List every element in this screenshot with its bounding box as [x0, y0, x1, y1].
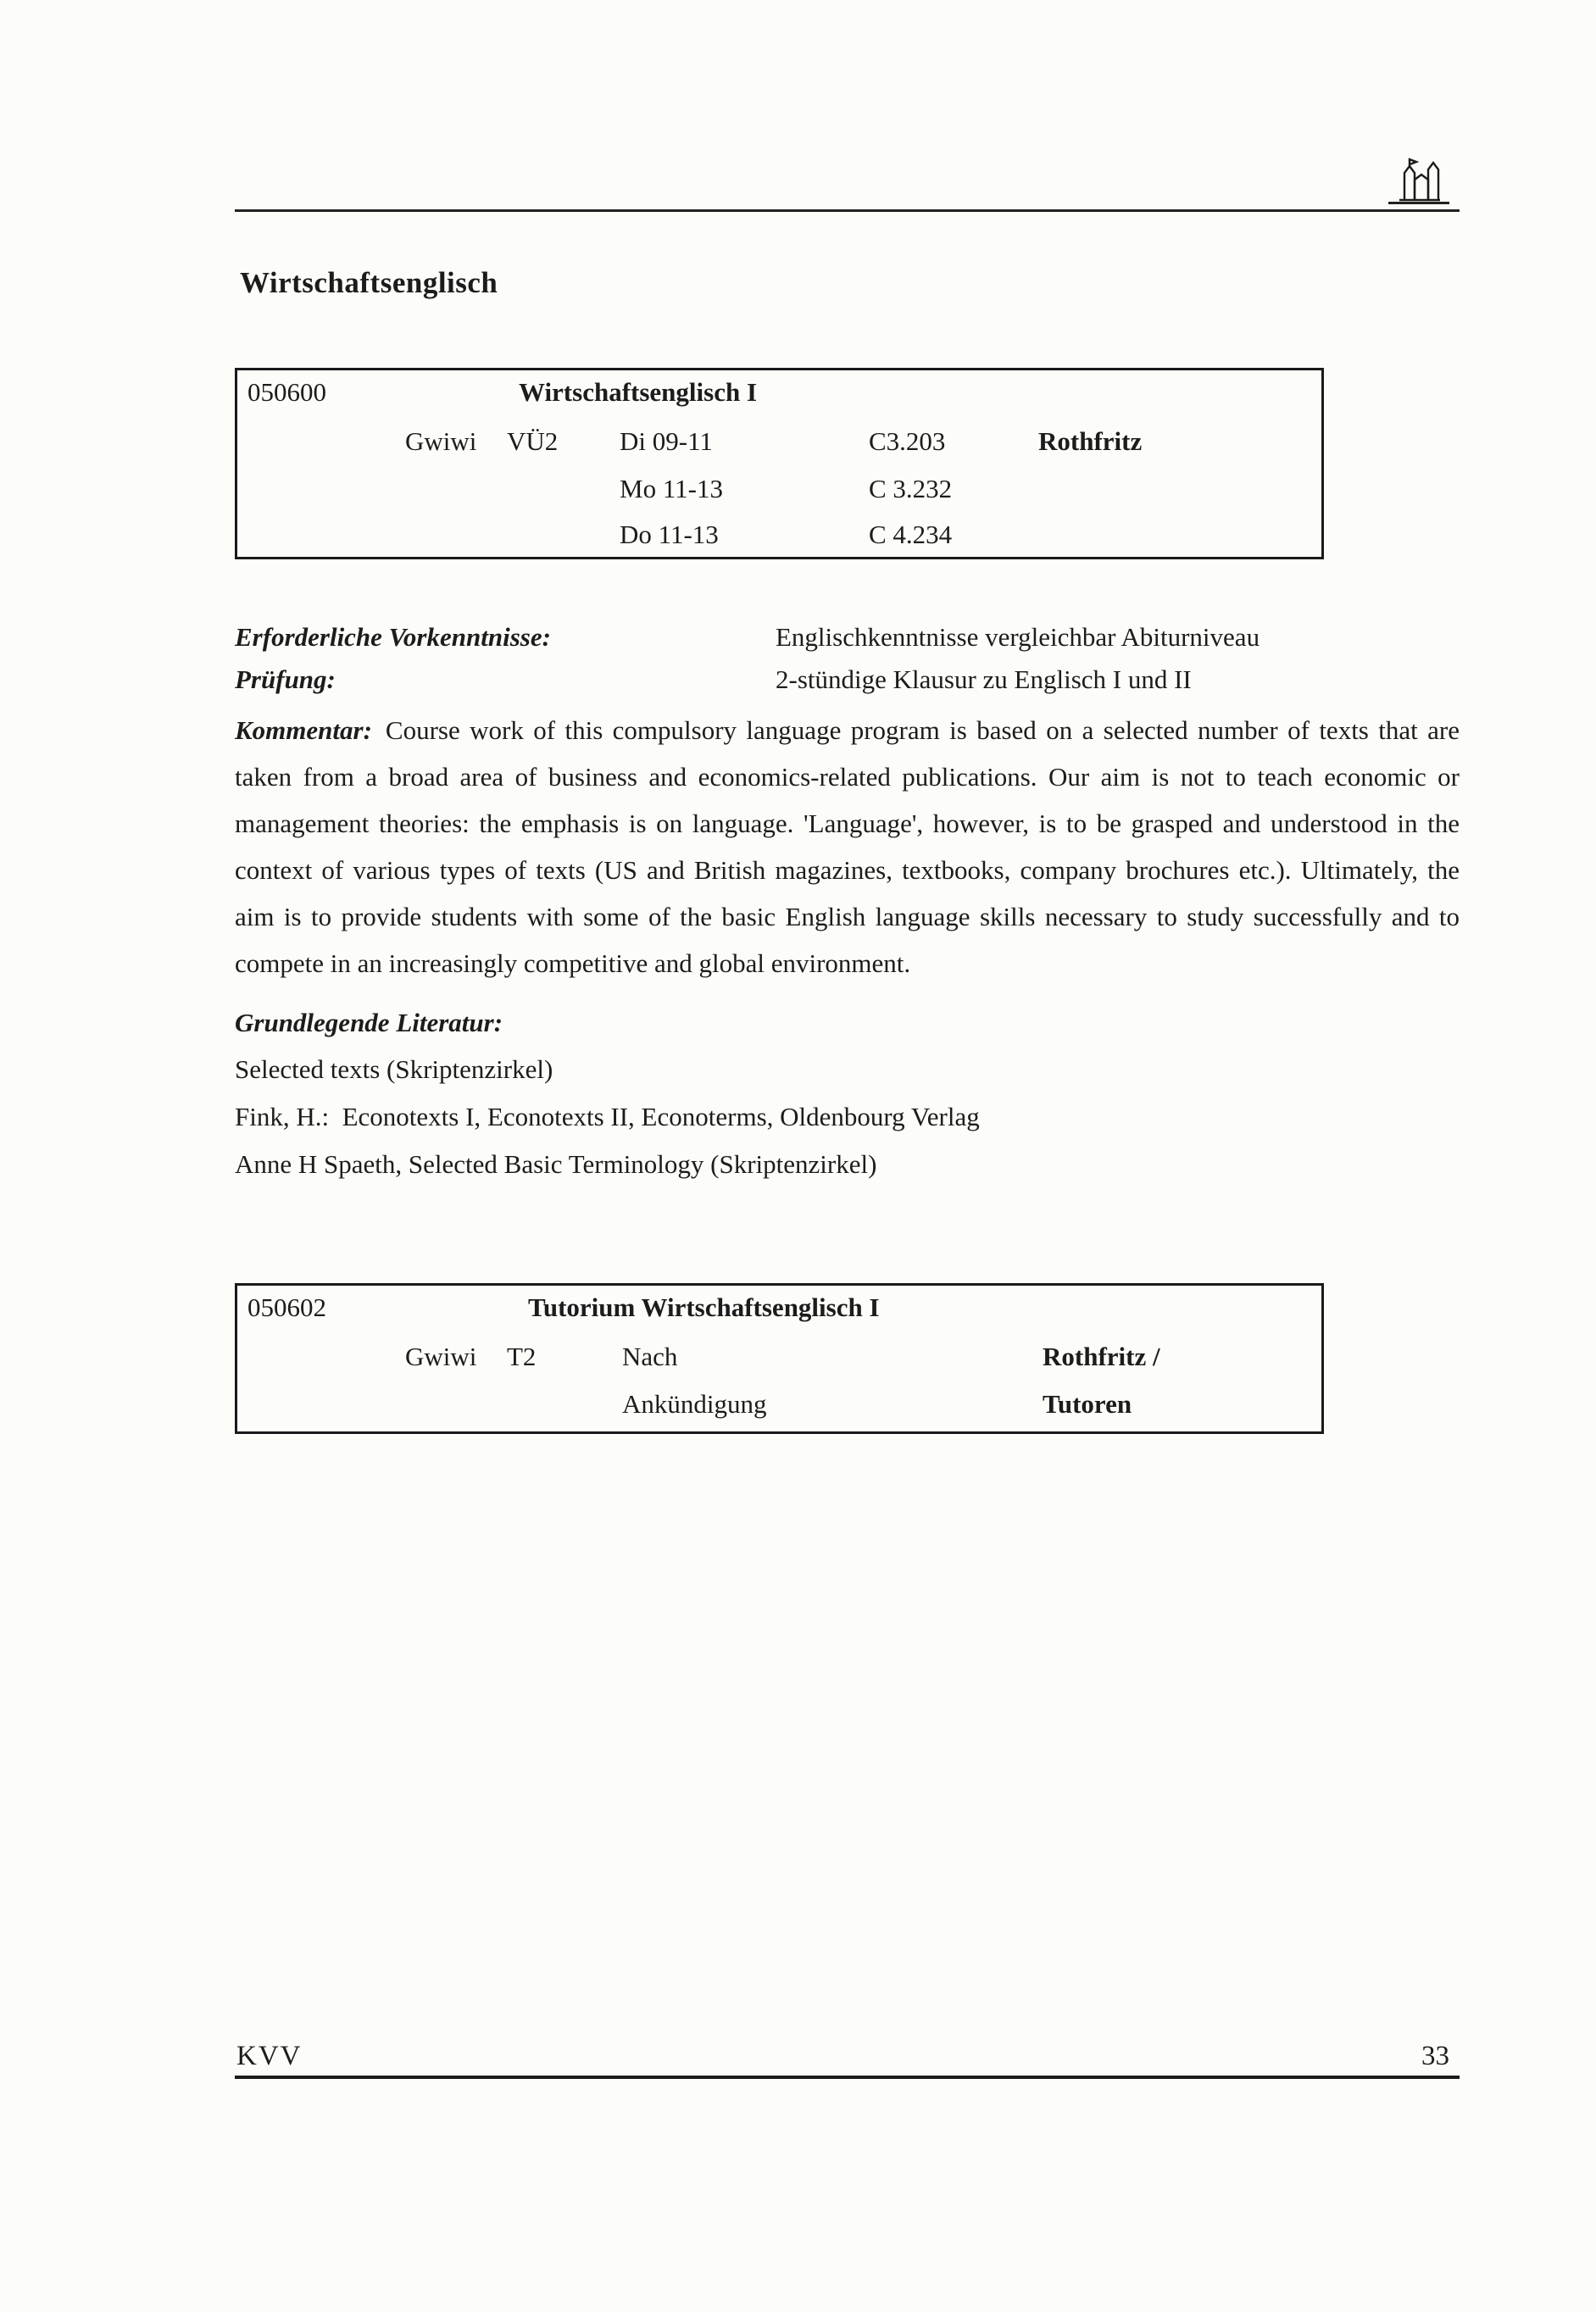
session-room: C3.203 [869, 426, 946, 456]
comment-label: Kommentar: [235, 715, 372, 745]
page-title: Wirtschaftsenglisch [240, 266, 498, 299]
course-type: T2 [507, 1342, 537, 1371]
prerequisites-label: Erforderliche Vorkenntnisse: [235, 622, 551, 652]
course-details [235, 622, 1460, 1188]
page-number: 33 [1421, 2041, 1449, 2071]
course-box-050600 [235, 368, 1324, 559]
course-title: Tutorium Wirtschaftsenglisch I [528, 1292, 880, 1322]
course-dept: Gwiwi [405, 426, 477, 456]
course-code: 050602 [247, 1292, 326, 1322]
course-title: Wirtschaftsenglisch I [519, 377, 758, 407]
literature-heading: Grundlegende Literatur: [235, 1008, 503, 1037]
comment-paragraph [235, 707, 1460, 986]
comment-text: Course work of this compulsory language program is based on a selected number of texts that are taken from a broad area of business and economics-related publications. Our aim is not to teach economic or management theories: the emphasis is on language. 'Language', however, is to be grasped and understood in the context of various types of texts (US and British magazines, textbooks, company brochures etc.). Ultimately, the aim is to provide students with some of the basic English language skills necessary to study successfully and to compete in an increasingly competitive and global environment. [235, 715, 1460, 978]
literature-item: Anne H Spaeth, Selected Basic Terminology (Skriptenzirkel) [235, 1149, 877, 1179]
top-rule [235, 209, 1460, 212]
exam-label: Prüfung: [235, 664, 336, 694]
session-time: Di 09-11 [620, 426, 713, 456]
session-room: C 3.232 [869, 474, 953, 503]
page-content [235, 0, 1460, 1434]
session-room: C 4.234 [869, 520, 953, 549]
literature-item: Fink, H.: Econotexts I, Econotexts II, Econoterms, Oldenbourg Verlag [235, 1102, 980, 1131]
exam-row [235, 664, 1460, 695]
session-time: Do 11-13 [620, 520, 719, 549]
course-code: 050600 [247, 377, 326, 407]
exam-value: 2-stündige Klausur zu Englisch I und II [776, 664, 1192, 694]
footer-kvv-label: KVV [236, 2041, 303, 2071]
session-time: Ankündigung [622, 1389, 767, 1419]
literature-item: Selected texts (Skriptenzirkel) [235, 1054, 553, 1084]
course-lecturer: Rothfritz / [1043, 1342, 1160, 1371]
session-time: Nach [622, 1342, 678, 1371]
page-footer [235, 2041, 1460, 2079]
prerequisites-row [235, 622, 1460, 653]
course-type: VÜ2 [507, 426, 559, 456]
prerequisites-value: Englischkenntnisse vergleichbar Abiturniveau [776, 622, 1260, 652]
course-lecturer: Rothfritz [1038, 426, 1143, 456]
course-lecturer: Tutoren [1043, 1389, 1132, 1419]
session-time: Mo 11-13 [620, 474, 723, 503]
course-dept: Gwiwi [405, 1342, 477, 1371]
course-box-050602 [235, 1283, 1324, 1434]
